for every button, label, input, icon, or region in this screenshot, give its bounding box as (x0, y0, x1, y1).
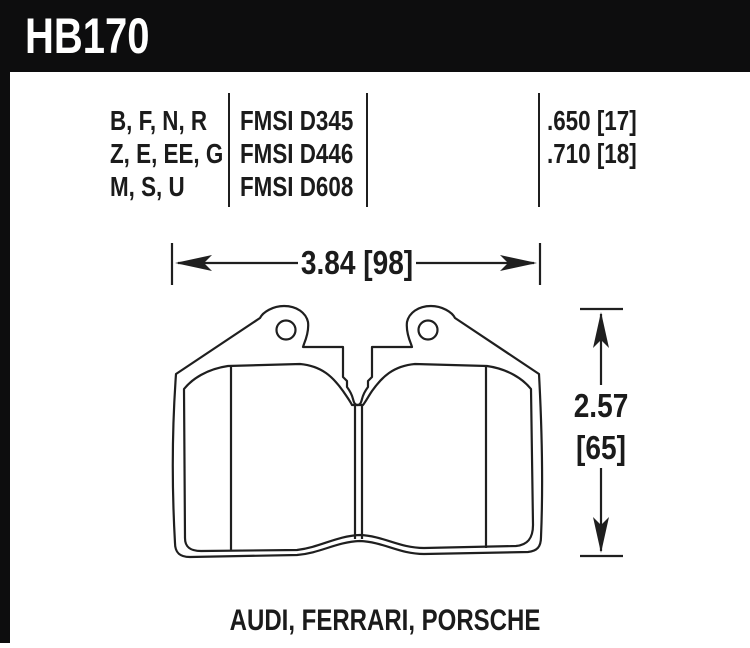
pad-thickness-row-1: .650 [17] (547, 105, 637, 136)
fmsi-number-row-3: FMSI D608 (240, 171, 354, 202)
compound-letters-row-3: M, S, U (110, 171, 185, 202)
right-ear-hole (419, 321, 438, 340)
width-dimension-label: 3.84 [98] (300, 244, 414, 281)
vehicle-applications: AUDI, FERRARI, PORSCHE (229, 604, 541, 637)
height-dimension-label-mm: [65] (576, 429, 626, 466)
part-number: HB170 (25, 8, 150, 64)
fmsi-number-row-1: FMSI D345 (240, 105, 354, 136)
left-ear-hole (277, 321, 296, 340)
height-dimension-label-inches: 2.57 (573, 387, 629, 424)
compound-letters-row-2: Z, E, EE, G (110, 138, 224, 169)
compound-letters-row-1: B, F, N, R (110, 105, 208, 136)
fmsi-number-row-2: FMSI D446 (240, 138, 354, 169)
pad-thickness-row-2: .710 [18] (547, 138, 637, 169)
